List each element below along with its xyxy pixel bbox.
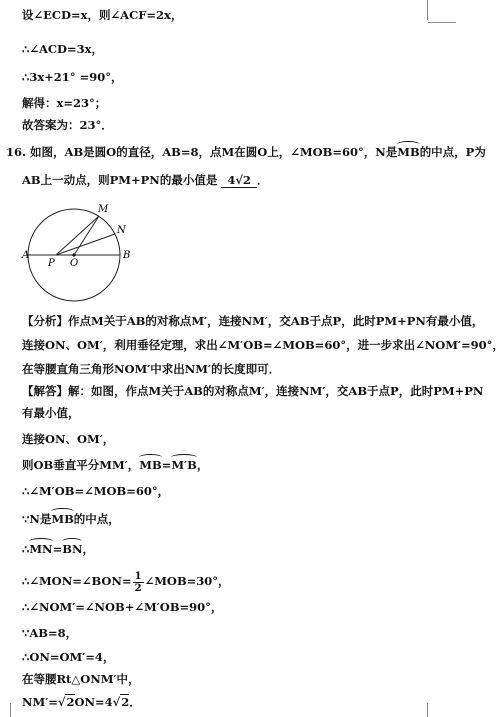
question-text: AB上一动点，则PM+PN的最小值是 bbox=[22, 173, 218, 187]
solution-line-11: ∴ON=OM′=4， bbox=[22, 650, 115, 664]
analysis-tag: 【分析】 bbox=[22, 314, 68, 328]
fraction-numerator: 1 bbox=[134, 570, 142, 582]
analysis-text: 作点M关于AB的对称点M′，连接NM′，交AB于点P，此时PM+PN有最小值， bbox=[68, 314, 484, 328]
text-line: ∴∠ACD=3x， bbox=[22, 42, 103, 56]
solution-text: NM′= bbox=[22, 695, 58, 709]
question-text: 如图，AB是圆O的直径，AB=8，点M在圆O上，∠MOB=60°，N是 bbox=[30, 145, 398, 159]
solution-line-10: ∵AB=8， bbox=[22, 626, 78, 640]
analysis-line-1 bbox=[22, 314, 484, 328]
solution-text: 则OB垂直平分MM′， bbox=[22, 458, 140, 472]
solution-line-7 bbox=[22, 542, 452, 556]
question-16-line-1 bbox=[6, 145, 486, 159]
solution-line-13: NM′=√2ON=4√2． bbox=[22, 695, 141, 709]
solution-text: = bbox=[161, 458, 172, 472]
solution-line-4 bbox=[22, 458, 452, 472]
solution-text: ∴ bbox=[22, 542, 30, 556]
arc-mb: MB bbox=[397, 145, 420, 159]
solution-line-3: 连接ON、OM′， bbox=[22, 432, 115, 446]
arc-m-prime-b: M′B bbox=[171, 458, 197, 472]
question-text: ． bbox=[256, 173, 269, 187]
solution-line-5: ∴∠M′OB=∠MOB=60°， bbox=[22, 484, 170, 498]
corner-mark-bottom-left bbox=[10, 703, 11, 717]
analysis-line-3: 在等腰直角三角形NOM′中求出NM′的长度即可． bbox=[22, 362, 281, 376]
arc-bn: BN bbox=[62, 542, 83, 556]
arc-mb: MB bbox=[51, 512, 74, 526]
arc-mb: MB bbox=[139, 458, 162, 472]
solution-line-9: ∴∠NOM′=∠NOB+∠M′OB=90°， bbox=[22, 600, 223, 614]
arc-mn: MN bbox=[29, 542, 53, 556]
solution-line-1 bbox=[22, 384, 484, 398]
label-p: P bbox=[48, 258, 55, 269]
solution-text: ON=4 bbox=[74, 695, 113, 709]
sqrt-radicand: 2 bbox=[121, 695, 130, 709]
solution-line-2: 有最小值， bbox=[22, 406, 80, 420]
solution-text: ∠MOB=30°， bbox=[144, 574, 230, 588]
text-line: 解得：x=23°； bbox=[22, 96, 107, 110]
solution-line-8 bbox=[22, 568, 452, 594]
text-line: 设∠ECD=x，则∠ACF=2x， bbox=[22, 8, 183, 22]
label-m: M bbox=[98, 204, 109, 215]
answer-blank: 4√2 bbox=[221, 173, 257, 188]
solution-text: ． bbox=[129, 695, 141, 709]
fraction-denominator: 2 bbox=[134, 582, 142, 594]
label-o: O bbox=[70, 258, 79, 269]
center-point bbox=[72, 253, 75, 256]
text-line: ∴3x+21° =90°， bbox=[22, 70, 123, 84]
sqrt-radicand: 2 bbox=[66, 695, 75, 709]
question-number: 16. bbox=[6, 145, 27, 159]
solution-tag: 【解答】 bbox=[22, 384, 68, 398]
text-line: 故答案为：23°． bbox=[22, 118, 113, 132]
solution-line-6 bbox=[22, 512, 452, 526]
solution-text: ∴∠MON=∠BON= bbox=[22, 574, 132, 588]
solution-text: ， bbox=[82, 542, 94, 556]
label-b: B bbox=[123, 250, 131, 261]
label-a: A bbox=[22, 250, 30, 261]
solution-text: ∵N是 bbox=[22, 512, 52, 526]
label-n: N bbox=[117, 225, 126, 236]
analysis-line-2: 连接ON、OM′，利用垂径定理，求出∠M′OB=∠MOB=60°，进一步求出∠NOM′=90°， bbox=[22, 338, 504, 352]
question-text: 的中点，P为 bbox=[419, 145, 486, 159]
solution-text: ， bbox=[196, 458, 209, 472]
solution-text: 解：如图，作点M关于AB的对称点M′，连接NM′，交AB于点P，此时PM+PN bbox=[68, 384, 484, 398]
question-16-line-2 bbox=[22, 173, 452, 188]
solution-line-12: 在等腰Rt△ONM′中， bbox=[22, 672, 140, 686]
solution-text: 的中点， bbox=[73, 512, 120, 526]
fraction-one-half bbox=[133, 571, 144, 594]
solution-text: = bbox=[52, 542, 63, 556]
geometry-figure bbox=[22, 198, 142, 308]
